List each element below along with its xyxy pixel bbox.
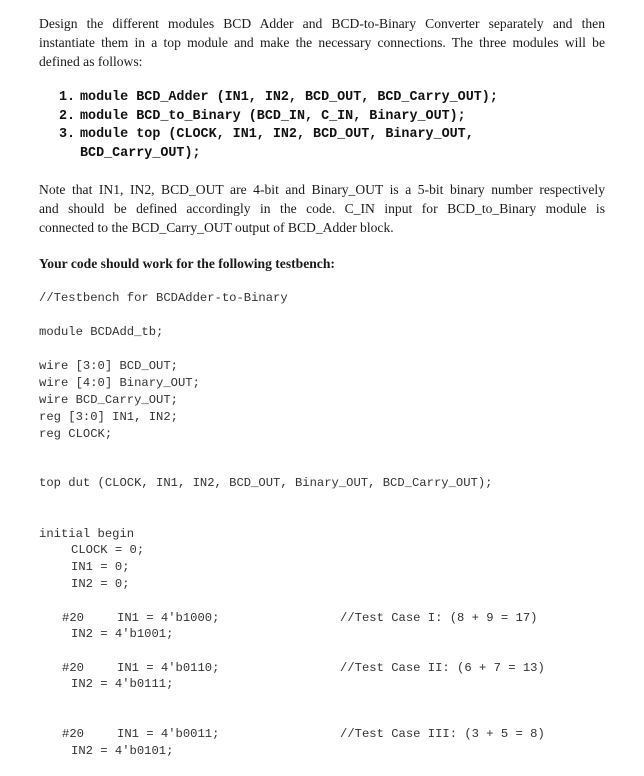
code-case-in2: IN2 = 4'b0101; (71, 744, 174, 758)
code-case-comment: //Test Case II: (6 + 7 = 13) (340, 661, 545, 675)
note-line: connected to the BCD_Carry_OUT output of BCD_Adder block. (39, 220, 394, 235)
code-module-decl: module BCDAdd_tb; (39, 325, 164, 339)
module-list-num: 2. (59, 109, 76, 124)
intro-line: instantiate them in a top module and make the necessary connections. The three modules will be (39, 35, 605, 50)
note-paragraph (39, 180, 605, 237)
code-decl: reg [3:0] IN1, IN2; (39, 410, 178, 424)
code-case-comment: //Test Case III: (3 + 5 = 8) (340, 727, 545, 741)
testbench-heading: Your code should work for the following testbench: (39, 256, 335, 271)
intro-line: Design the different modules BCD Adder and BCD-to-Binary Converter separately and then (39, 16, 605, 31)
module-list-item: module BCD_to_Binary (BCD_IN, C_IN, Binary_OUT); (80, 109, 466, 124)
code-delay: #20 (62, 611, 84, 625)
code-case-in2: IN2 = 4'b0111; (71, 677, 174, 691)
note-line: Note that IN1, IN2, BCD_OUT are 4-bit and Binary_OUT is a 5-bit binary number respectively (39, 182, 605, 197)
code-case-in1: IN1 = 4'b0011; (117, 727, 220, 741)
module-list-item: module BCD_Adder (IN1, IN2, BCD_OUT, BCD_Carry_OUT); (80, 90, 498, 105)
code-init-line: IN2 = 0; (71, 577, 130, 591)
intro-paragraph (39, 14, 605, 71)
code-decl: wire BCD_Carry_OUT; (39, 393, 178, 407)
code-case-in2: IN2 = 4'b1001; (71, 627, 174, 641)
code-decl: wire [3:0] BCD_OUT; (39, 359, 178, 373)
code-instance: top dut (CLOCK, IN1, IN2, BCD_OUT, Binary_OUT, BCD_Carry_OUT); (39, 476, 493, 490)
module-list-item: BCD_Carry_OUT); (80, 146, 201, 161)
code-decl: reg CLOCK; (39, 427, 113, 441)
code-case-in1: IN1 = 4'b1000; (117, 611, 220, 625)
module-list-num: 3. (59, 127, 76, 142)
note-line: and should be defined accordingly in the code. C_IN input for BCD_to_Binary module is (39, 201, 605, 216)
module-list-num: 1. (59, 90, 76, 105)
code-case-comment: //Test Case I: (8 + 9 = 17) (340, 611, 538, 625)
intro-line: defined as follows: (39, 54, 143, 69)
code-initial: initial begin (39, 527, 135, 541)
code-decl: wire [4:0] Binary_OUT; (39, 376, 200, 390)
module-list-item: module top (CLOCK, IN1, IN2, BCD_OUT, Binary_OUT, (80, 127, 474, 142)
code-delay: #20 (62, 727, 84, 741)
code-init-line: IN1 = 0; (71, 560, 130, 574)
code-init-line: CLOCK = 0; (71, 543, 145, 557)
code-delay: #20 (62, 661, 84, 675)
code-case-in1: IN1 = 4'b0110; (117, 661, 220, 675)
code-comment: //Testbench for BCDAdder-to-Binary (39, 291, 288, 305)
